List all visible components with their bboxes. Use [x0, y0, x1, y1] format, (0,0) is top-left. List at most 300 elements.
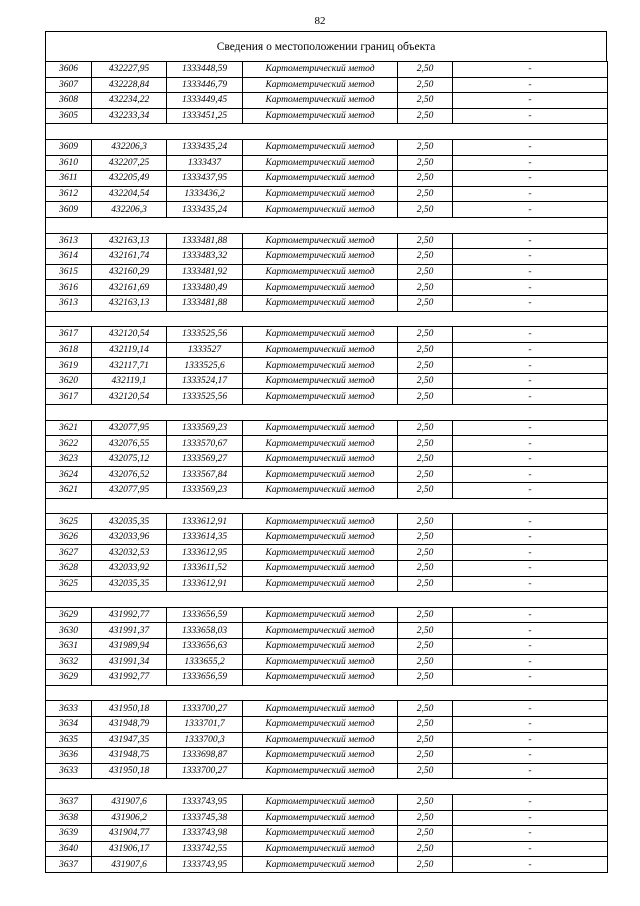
- point-number-cell: 3636: [46, 748, 92, 764]
- point-number-cell: 3637: [46, 794, 92, 810]
- separator-cell: [46, 124, 608, 140]
- accuracy-cell: 2,50: [398, 280, 453, 296]
- separator-cell: [46, 498, 608, 514]
- accuracy-cell: 2,50: [398, 561, 453, 577]
- method-cell: Картометрический метод: [243, 561, 398, 577]
- separator-cell: [46, 311, 608, 327]
- x-coordinate-cell: 432035,35: [92, 576, 167, 592]
- description-cell: -: [453, 654, 608, 670]
- point-number-cell: 3635: [46, 732, 92, 748]
- x-coordinate-cell: 432206,3: [92, 139, 167, 155]
- point-number-cell: 3632: [46, 654, 92, 670]
- x-coordinate-cell: 432119,14: [92, 342, 167, 358]
- accuracy-cell: 2,50: [398, 748, 453, 764]
- x-coordinate-cell: 431991,37: [92, 623, 167, 639]
- accuracy-cell: 2,50: [398, 233, 453, 249]
- method-cell: Картометрический метод: [243, 576, 398, 592]
- accuracy-cell: 2,50: [398, 155, 453, 171]
- table-row: [46, 373, 608, 389]
- method-cell: Картометрический метод: [243, 373, 398, 389]
- coordinates-table: [45, 61, 608, 873]
- description-cell: -: [453, 280, 608, 296]
- table-row: [46, 389, 608, 405]
- point-number-cell: 3639: [46, 826, 92, 842]
- method-cell: Картометрический метод: [243, 483, 398, 499]
- x-coordinate-cell: 431950,18: [92, 763, 167, 779]
- point-number-cell: 3614: [46, 249, 92, 265]
- table-row: [46, 327, 608, 343]
- accuracy-cell: 2,50: [398, 467, 453, 483]
- x-coordinate-cell: 432117,71: [92, 358, 167, 374]
- description-cell: -: [453, 841, 608, 857]
- x-coordinate-cell: 432161,69: [92, 280, 167, 296]
- table-row: [46, 139, 608, 155]
- x-coordinate-cell: 432077,95: [92, 483, 167, 499]
- accuracy-cell: 2,50: [398, 202, 453, 218]
- y-coordinate-cell: 1333567,84: [167, 467, 243, 483]
- x-coordinate-cell: 432233,34: [92, 108, 167, 124]
- y-coordinate-cell: 1333483,32: [167, 249, 243, 265]
- accuracy-cell: 2,50: [398, 607, 453, 623]
- table-row: [46, 529, 608, 545]
- description-cell: -: [453, 77, 608, 93]
- method-cell: Картометрический метод: [243, 826, 398, 842]
- group-separator-row: [46, 124, 608, 140]
- point-number-cell: 3619: [46, 358, 92, 374]
- accuracy-cell: 2,50: [398, 545, 453, 561]
- description-cell: -: [453, 467, 608, 483]
- y-coordinate-cell: 1333448,59: [167, 62, 243, 78]
- separator-cell: [46, 592, 608, 608]
- accuracy-cell: 2,50: [398, 139, 453, 155]
- accuracy-cell: 2,50: [398, 623, 453, 639]
- group-separator-row: [46, 311, 608, 327]
- table-row: [46, 716, 608, 732]
- group-separator-row: [46, 405, 608, 421]
- group-separator-row: [46, 685, 608, 701]
- description-cell: -: [453, 607, 608, 623]
- y-coordinate-cell: 1333480,49: [167, 280, 243, 296]
- accuracy-cell: 2,50: [398, 514, 453, 530]
- y-coordinate-cell: 1333481,92: [167, 264, 243, 280]
- accuracy-cell: 2,50: [398, 701, 453, 717]
- point-number-cell: 3626: [46, 529, 92, 545]
- point-number-cell: 3630: [46, 623, 92, 639]
- description-cell: -: [453, 732, 608, 748]
- table-row: [46, 155, 608, 171]
- y-coordinate-cell: 1333701,7: [167, 716, 243, 732]
- description-cell: -: [453, 810, 608, 826]
- accuracy-cell: 2,50: [398, 732, 453, 748]
- point-number-cell: 3608: [46, 93, 92, 109]
- accuracy-cell: 2,50: [398, 841, 453, 857]
- table-row: [46, 732, 608, 748]
- y-coordinate-cell: 1333525,56: [167, 327, 243, 343]
- point-number-cell: 3625: [46, 514, 92, 530]
- description-cell: -: [453, 186, 608, 202]
- y-coordinate-cell: 1333449,45: [167, 93, 243, 109]
- table-row: [46, 420, 608, 436]
- x-coordinate-cell: 432033,92: [92, 561, 167, 577]
- description-cell: -: [453, 794, 608, 810]
- table-row: [46, 561, 608, 577]
- y-coordinate-cell: 1333481,88: [167, 295, 243, 311]
- x-coordinate-cell: 431992,77: [92, 607, 167, 623]
- x-coordinate-cell: 432234,22: [92, 93, 167, 109]
- table-row: [46, 467, 608, 483]
- description-cell: -: [453, 295, 608, 311]
- description-cell: -: [453, 545, 608, 561]
- accuracy-cell: 2,50: [398, 358, 453, 374]
- method-cell: Картометрический метод: [243, 249, 398, 265]
- y-coordinate-cell: 1333656,59: [167, 607, 243, 623]
- y-coordinate-cell: 1333745,38: [167, 810, 243, 826]
- y-coordinate-cell: 1333451,25: [167, 108, 243, 124]
- y-coordinate-cell: 1333656,59: [167, 670, 243, 686]
- table-row: [46, 249, 608, 265]
- method-cell: Картометрический метод: [243, 467, 398, 483]
- y-coordinate-cell: 1333570,67: [167, 436, 243, 452]
- table-row: [46, 483, 608, 499]
- y-coordinate-cell: 1333437,95: [167, 171, 243, 187]
- table-row: [46, 670, 608, 686]
- method-cell: Картометрический метод: [243, 186, 398, 202]
- accuracy-cell: 2,50: [398, 327, 453, 343]
- method-cell: Картометрический метод: [243, 545, 398, 561]
- x-coordinate-cell: 431906,17: [92, 841, 167, 857]
- point-number-cell: 3627: [46, 545, 92, 561]
- point-number-cell: 3620: [46, 373, 92, 389]
- accuracy-cell: 2,50: [398, 436, 453, 452]
- method-cell: Картометрический метод: [243, 841, 398, 857]
- point-number-cell: 3618: [46, 342, 92, 358]
- x-coordinate-cell: 431991,34: [92, 654, 167, 670]
- method-cell: Картометрический метод: [243, 451, 398, 467]
- y-coordinate-cell: 1333569,23: [167, 483, 243, 499]
- point-number-cell: 3629: [46, 607, 92, 623]
- x-coordinate-cell: 431992,77: [92, 670, 167, 686]
- x-coordinate-cell: 432207,25: [92, 155, 167, 171]
- accuracy-cell: 2,50: [398, 108, 453, 124]
- description-cell: -: [453, 171, 608, 187]
- point-number-cell: 3631: [46, 638, 92, 654]
- accuracy-cell: 2,50: [398, 529, 453, 545]
- separator-cell: [46, 779, 608, 795]
- accuracy-cell: 2,50: [398, 171, 453, 187]
- table-row: [46, 576, 608, 592]
- point-number-cell: 3623: [46, 451, 92, 467]
- x-coordinate-cell: 432076,52: [92, 467, 167, 483]
- method-cell: Картометрический метод: [243, 701, 398, 717]
- point-number-cell: 3610: [46, 155, 92, 171]
- description-cell: -: [453, 233, 608, 249]
- y-coordinate-cell: 1333743,95: [167, 857, 243, 873]
- point-number-cell: 3617: [46, 327, 92, 343]
- y-coordinate-cell: 1333525,56: [167, 389, 243, 405]
- table-row: [46, 654, 608, 670]
- method-cell: Картометрический метод: [243, 171, 398, 187]
- x-coordinate-cell: 431989,94: [92, 638, 167, 654]
- table-row: [46, 826, 608, 842]
- accuracy-cell: 2,50: [398, 389, 453, 405]
- description-cell: -: [453, 451, 608, 467]
- accuracy-cell: 2,50: [398, 483, 453, 499]
- table-row: [46, 93, 608, 109]
- y-coordinate-cell: 1333524,17: [167, 373, 243, 389]
- accuracy-cell: 2,50: [398, 670, 453, 686]
- y-coordinate-cell: 1333743,95: [167, 794, 243, 810]
- description-cell: -: [453, 826, 608, 842]
- point-number-cell: 3609: [46, 202, 92, 218]
- table-row: [46, 638, 608, 654]
- method-cell: Картометрический метод: [243, 264, 398, 280]
- x-coordinate-cell: 432075,12: [92, 451, 167, 467]
- description-cell: -: [453, 420, 608, 436]
- method-cell: Картометрический метод: [243, 514, 398, 530]
- table-row: [46, 794, 608, 810]
- method-cell: Картометрический метод: [243, 280, 398, 296]
- accuracy-cell: 2,50: [398, 857, 453, 873]
- point-number-cell: 3621: [46, 483, 92, 499]
- point-number-cell: 3613: [46, 233, 92, 249]
- method-cell: Картометрический метод: [243, 436, 398, 452]
- description-cell: -: [453, 576, 608, 592]
- point-number-cell: 3633: [46, 763, 92, 779]
- method-cell: Картометрический метод: [243, 654, 398, 670]
- method-cell: Картометрический метод: [243, 389, 398, 405]
- group-separator-row: [46, 592, 608, 608]
- point-number-cell: 3638: [46, 810, 92, 826]
- accuracy-cell: 2,50: [398, 186, 453, 202]
- table-row: [46, 342, 608, 358]
- accuracy-cell: 2,50: [398, 794, 453, 810]
- accuracy-cell: 2,50: [398, 93, 453, 109]
- table-row: [46, 810, 608, 826]
- description-cell: -: [453, 483, 608, 499]
- accuracy-cell: 2,50: [398, 716, 453, 732]
- point-number-cell: 3605: [46, 108, 92, 124]
- x-coordinate-cell: 431948,75: [92, 748, 167, 764]
- x-coordinate-cell: 432033,96: [92, 529, 167, 545]
- table-row: [46, 436, 608, 452]
- y-coordinate-cell: 1333611,52: [167, 561, 243, 577]
- method-cell: Картометрический метод: [243, 857, 398, 873]
- method-cell: Картометрический метод: [243, 638, 398, 654]
- method-cell: Картометрический метод: [243, 670, 398, 686]
- accuracy-cell: 2,50: [398, 826, 453, 842]
- separator-cell: [46, 405, 608, 421]
- description-cell: -: [453, 342, 608, 358]
- accuracy-cell: 2,50: [398, 62, 453, 78]
- table-row: [46, 514, 608, 530]
- y-coordinate-cell: 1333527: [167, 342, 243, 358]
- method-cell: Картометрический метод: [243, 108, 398, 124]
- table-row: [46, 186, 608, 202]
- point-number-cell: 3629: [46, 670, 92, 686]
- x-coordinate-cell: 432204,54: [92, 186, 167, 202]
- x-coordinate-cell: 432120,54: [92, 389, 167, 405]
- description-cell: -: [453, 857, 608, 873]
- method-cell: Картометрический метод: [243, 732, 398, 748]
- method-cell: Картометрический метод: [243, 810, 398, 826]
- table-row: [46, 264, 608, 280]
- point-number-cell: 3634: [46, 716, 92, 732]
- y-coordinate-cell: 1333569,23: [167, 420, 243, 436]
- method-cell: Картометрический метод: [243, 420, 398, 436]
- method-cell: Картометрический метод: [243, 155, 398, 171]
- accuracy-cell: 2,50: [398, 420, 453, 436]
- description-cell: -: [453, 93, 608, 109]
- accuracy-cell: 2,50: [398, 373, 453, 389]
- table-row: [46, 623, 608, 639]
- boundary-sheet: [45, 31, 607, 873]
- y-coordinate-cell: 1333525,6: [167, 358, 243, 374]
- y-coordinate-cell: 1333700,27: [167, 763, 243, 779]
- table-row: [46, 358, 608, 374]
- x-coordinate-cell: 431907,6: [92, 794, 167, 810]
- y-coordinate-cell: 1333700,3: [167, 732, 243, 748]
- accuracy-cell: 2,50: [398, 576, 453, 592]
- table-row: [46, 202, 608, 218]
- point-number-cell: 3633: [46, 701, 92, 717]
- method-cell: Картометрический метод: [243, 748, 398, 764]
- y-coordinate-cell: 1333700,27: [167, 701, 243, 717]
- accuracy-cell: 2,50: [398, 249, 453, 265]
- table-row: [46, 701, 608, 717]
- method-cell: Картометрический метод: [243, 62, 398, 78]
- description-cell: -: [453, 139, 608, 155]
- method-cell: Картометрический метод: [243, 139, 398, 155]
- description-cell: -: [453, 264, 608, 280]
- table-row: [46, 451, 608, 467]
- x-coordinate-cell: 432035,35: [92, 514, 167, 530]
- x-coordinate-cell: 432227,95: [92, 62, 167, 78]
- method-cell: Картометрический метод: [243, 93, 398, 109]
- accuracy-cell: 2,50: [398, 763, 453, 779]
- y-coordinate-cell: 1333612,91: [167, 514, 243, 530]
- method-cell: Картометрический метод: [243, 529, 398, 545]
- x-coordinate-cell: 432032,53: [92, 545, 167, 561]
- table-row: [46, 295, 608, 311]
- x-coordinate-cell: 432206,3: [92, 202, 167, 218]
- point-number-cell: 3609: [46, 139, 92, 155]
- point-number-cell: 3606: [46, 62, 92, 78]
- description-cell: -: [453, 327, 608, 343]
- x-coordinate-cell: 432163,13: [92, 295, 167, 311]
- description-cell: -: [453, 763, 608, 779]
- y-coordinate-cell: 1333569,27: [167, 451, 243, 467]
- accuracy-cell: 2,50: [398, 451, 453, 467]
- x-coordinate-cell: 432161,74: [92, 249, 167, 265]
- page-number: 82: [314, 15, 326, 27]
- y-coordinate-cell: 1333656,63: [167, 638, 243, 654]
- description-cell: -: [453, 373, 608, 389]
- point-number-cell: 3628: [46, 561, 92, 577]
- table-row: [46, 857, 608, 873]
- method-cell: Картометрический метод: [243, 342, 398, 358]
- table-row: [46, 545, 608, 561]
- method-cell: Картометрический метод: [243, 233, 398, 249]
- method-cell: Картометрический метод: [243, 607, 398, 623]
- accuracy-cell: 2,50: [398, 342, 453, 358]
- description-cell: -: [453, 155, 608, 171]
- y-coordinate-cell: 1333612,95: [167, 545, 243, 561]
- table-row: [46, 233, 608, 249]
- point-number-cell: 3615: [46, 264, 92, 280]
- description-cell: -: [453, 623, 608, 639]
- point-number-cell: 3607: [46, 77, 92, 93]
- point-number-cell: 3621: [46, 420, 92, 436]
- method-cell: Картометрический метод: [243, 295, 398, 311]
- table-row: [46, 62, 608, 78]
- y-coordinate-cell: 1333614,35: [167, 529, 243, 545]
- y-coordinate-cell: 1333658,03: [167, 623, 243, 639]
- x-coordinate-cell: 431907,6: [92, 857, 167, 873]
- accuracy-cell: 2,50: [398, 264, 453, 280]
- description-cell: -: [453, 561, 608, 577]
- x-coordinate-cell: 432160,29: [92, 264, 167, 280]
- point-number-cell: 3637: [46, 857, 92, 873]
- accuracy-cell: 2,50: [398, 654, 453, 670]
- y-coordinate-cell: 1333743,98: [167, 826, 243, 842]
- description-cell: -: [453, 670, 608, 686]
- x-coordinate-cell: 432077,95: [92, 420, 167, 436]
- point-number-cell: 3617: [46, 389, 92, 405]
- point-number-cell: 3622: [46, 436, 92, 452]
- accuracy-cell: 2,50: [398, 810, 453, 826]
- x-coordinate-cell: 432076,55: [92, 436, 167, 452]
- description-cell: -: [453, 701, 608, 717]
- x-coordinate-cell: 431904,77: [92, 826, 167, 842]
- description-cell: -: [453, 358, 608, 374]
- method-cell: Картометрический метод: [243, 623, 398, 639]
- description-cell: -: [453, 436, 608, 452]
- table-row: [46, 171, 608, 187]
- point-number-cell: 3640: [46, 841, 92, 857]
- table-row: [46, 280, 608, 296]
- group-separator-row: [46, 498, 608, 514]
- y-coordinate-cell: 1333446,79: [167, 77, 243, 93]
- description-cell: -: [453, 514, 608, 530]
- description-cell: -: [453, 249, 608, 265]
- group-separator-row: [46, 779, 608, 795]
- x-coordinate-cell: 431948,79: [92, 716, 167, 732]
- y-coordinate-cell: 1333437: [167, 155, 243, 171]
- y-coordinate-cell: 1333612,91: [167, 576, 243, 592]
- table-header: Сведения о местоположении границ объекта: [45, 31, 607, 61]
- description-cell: -: [453, 62, 608, 78]
- accuracy-cell: 2,50: [398, 638, 453, 654]
- description-cell: -: [453, 716, 608, 732]
- description-cell: -: [453, 389, 608, 405]
- method-cell: Картометрический метод: [243, 327, 398, 343]
- x-coordinate-cell: 431947,35: [92, 732, 167, 748]
- accuracy-cell: 2,50: [398, 295, 453, 311]
- description-cell: -: [453, 529, 608, 545]
- table-row: [46, 748, 608, 764]
- description-cell: -: [453, 108, 608, 124]
- method-cell: Картометрический метод: [243, 763, 398, 779]
- separator-cell: [46, 217, 608, 233]
- x-coordinate-cell: 431906,2: [92, 810, 167, 826]
- method-cell: Картометрический метод: [243, 358, 398, 374]
- y-coordinate-cell: 1333698,87: [167, 748, 243, 764]
- x-coordinate-cell: 432205,49: [92, 171, 167, 187]
- method-cell: Картометрический метод: [243, 202, 398, 218]
- point-number-cell: 3612: [46, 186, 92, 202]
- y-coordinate-cell: 1333655,2: [167, 654, 243, 670]
- y-coordinate-cell: 1333435,24: [167, 139, 243, 155]
